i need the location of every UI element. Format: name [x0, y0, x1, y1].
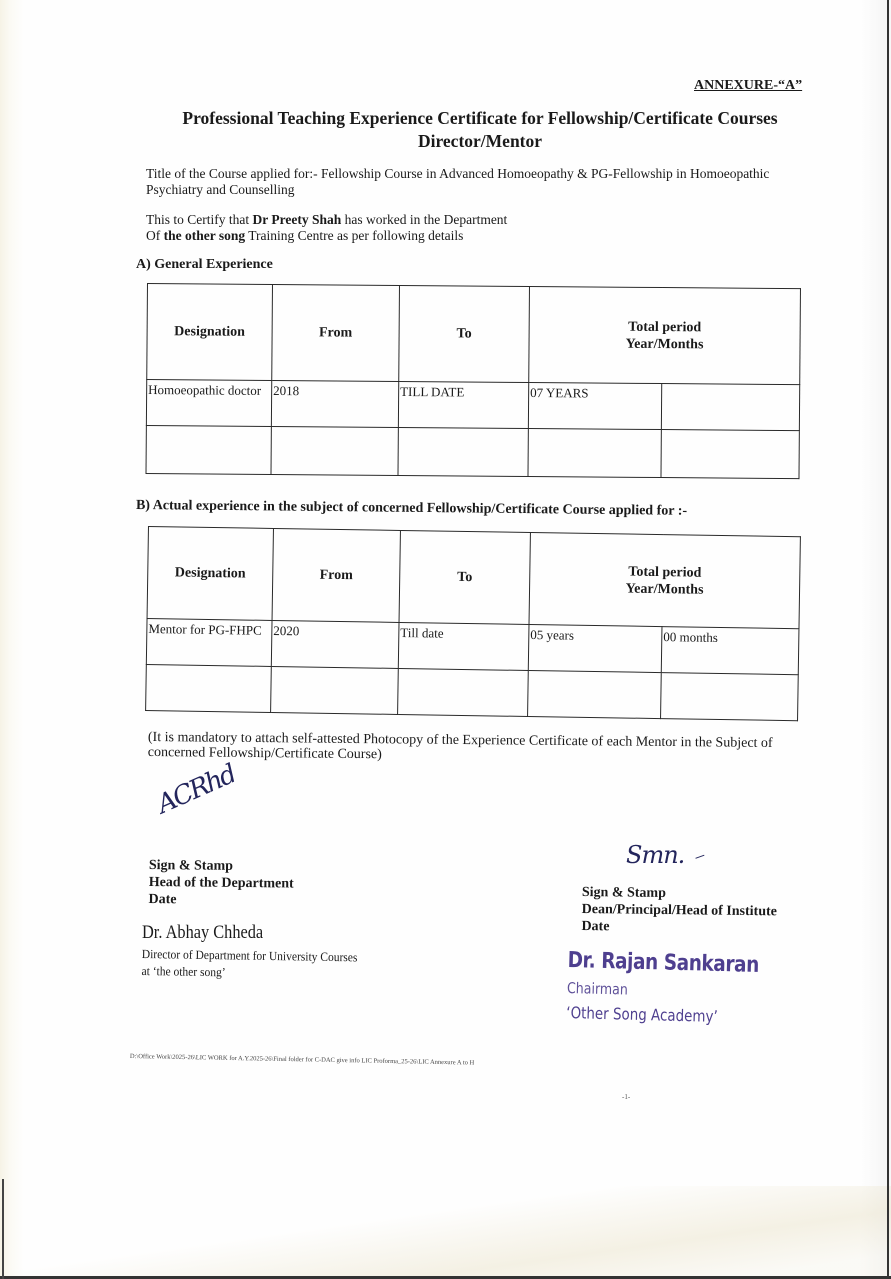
- signature-dean: Smn.: [626, 841, 685, 869]
- sign-stamp-label: Sign & Stamp: [581, 884, 667, 902]
- header-total-period: Total period Year/Months: [529, 287, 801, 385]
- title-line-2: Director/Mentor: [417, 131, 543, 151]
- cell-designation: [146, 425, 271, 474]
- cell-years: 05 years: [528, 624, 662, 672]
- table-row: [146, 425, 799, 478]
- footer-file-path: D:\Office Work\2025-26\LIC WORK for A.Y.2025-26\Final folder for C-DAC give info LIC Proforma_25-26\LIC Annexure A to H: [129, 1053, 475, 1067]
- cell-years: [528, 428, 661, 477]
- header-designation: Designation: [147, 527, 273, 621]
- institution-name: the other song: [163, 228, 246, 243]
- actual-experience-table: [145, 526, 801, 721]
- section-b-label: B) Actual experience in the subject of concerned Fellowship/Certificate Course applied for :-: [135, 498, 688, 519]
- sign-date-label: Date: [148, 891, 177, 908]
- signature-head-of-department: ACRhd: [152, 759, 240, 820]
- mandatory-note: (It is mandatory to attach self-attested Photocopy of the Experience Certificate of each Mentor in the Subject of concerned Fellowship/Certificate Course): [147, 730, 773, 763]
- cell-to: Till date: [398, 622, 529, 670]
- header-from: From: [272, 284, 400, 381]
- cell-months: [661, 384, 799, 431]
- sign-block-left: [148, 857, 294, 910]
- cell-from: 2018: [271, 380, 398, 427]
- paper-fold-shadow: [0, 1186, 891, 1276]
- cell-designation: Mentor for PG-FHPC: [146, 618, 272, 666]
- cell-to: [398, 427, 528, 476]
- stamp-title: Chairman: [566, 978, 629, 999]
- stamp-organization: ‘Other Song Academy’: [566, 1002, 718, 1026]
- cell-months: [661, 430, 799, 479]
- header-designation: Designation: [147, 284, 273, 381]
- header-to: To: [399, 530, 530, 624]
- signatory-role-left: Director of Department for University Courses at ‘the other song’: [141, 946, 358, 980]
- table-header-row: [147, 527, 800, 629]
- signatory-name-left: Dr. Abhay Chheda: [142, 922, 264, 943]
- table-row: [146, 664, 799, 720]
- title-line-1: Professional Teaching Experience Certificate for Fellowship/Certificate Courses: [182, 108, 778, 128]
- cell-months: [661, 673, 799, 721]
- page-edge-left: [2, 1179, 4, 1279]
- sign-role-label: Head of the Department: [148, 874, 294, 892]
- cell-years: 07 YEARS: [528, 383, 661, 430]
- header-total-period: Total period Year/Months: [529, 533, 800, 629]
- cell-from: 2020: [271, 620, 399, 668]
- page-title: [130, 107, 830, 153]
- certify-prefix: This to Certify that: [146, 212, 253, 227]
- sign-date-label: Date: [581, 918, 610, 935]
- certify-suffix: Training Centre as per following details: [245, 228, 464, 243]
- sign-stamp-label: Sign & Stamp: [148, 857, 234, 874]
- official-stamp: [566, 948, 796, 1028]
- certify-middle: has worked in the Department: [341, 212, 508, 227]
- certified-person: Dr Preety Shah: [252, 212, 342, 227]
- table-row: [146, 380, 799, 431]
- table-header-row: [147, 284, 801, 385]
- header-from: From: [272, 528, 400, 622]
- page-number: -1-: [622, 1093, 631, 1101]
- cell-from: [271, 666, 399, 714]
- section-a-label: A) General Experience: [136, 257, 273, 272]
- cell-designation: Homoeopathic doctor: [146, 380, 271, 427]
- page-edge-right: [887, 0, 889, 1279]
- sign-block-right: [581, 884, 777, 937]
- certify-statement: [146, 212, 786, 244]
- course-title: Title of the Course applied for:- Fellowship Course in Advanced Homoeopathy & PG-Fellowship in Homoeopathic Psychiatry and Counselling: [146, 166, 770, 197]
- cell-to: TILL DATE: [398, 381, 528, 428]
- certify-of: Of: [146, 228, 164, 243]
- cell-designation: [146, 664, 272, 712]
- cell-from: [271, 426, 398, 475]
- sign-role-label: Dean/Principal/Head of Institute: [581, 901, 777, 920]
- header-to: To: [399, 285, 530, 382]
- stamp-name: Dr. Rajan Sankaran: [567, 948, 760, 978]
- cell-to: [398, 668, 529, 716]
- general-experience-table: [145, 283, 800, 479]
- signature-stroke: –: [691, 844, 707, 866]
- cell-months: 00 months: [661, 627, 799, 675]
- annexure-label: ANNEXURE-“A”: [694, 78, 803, 93]
- cell-years: [528, 670, 662, 718]
